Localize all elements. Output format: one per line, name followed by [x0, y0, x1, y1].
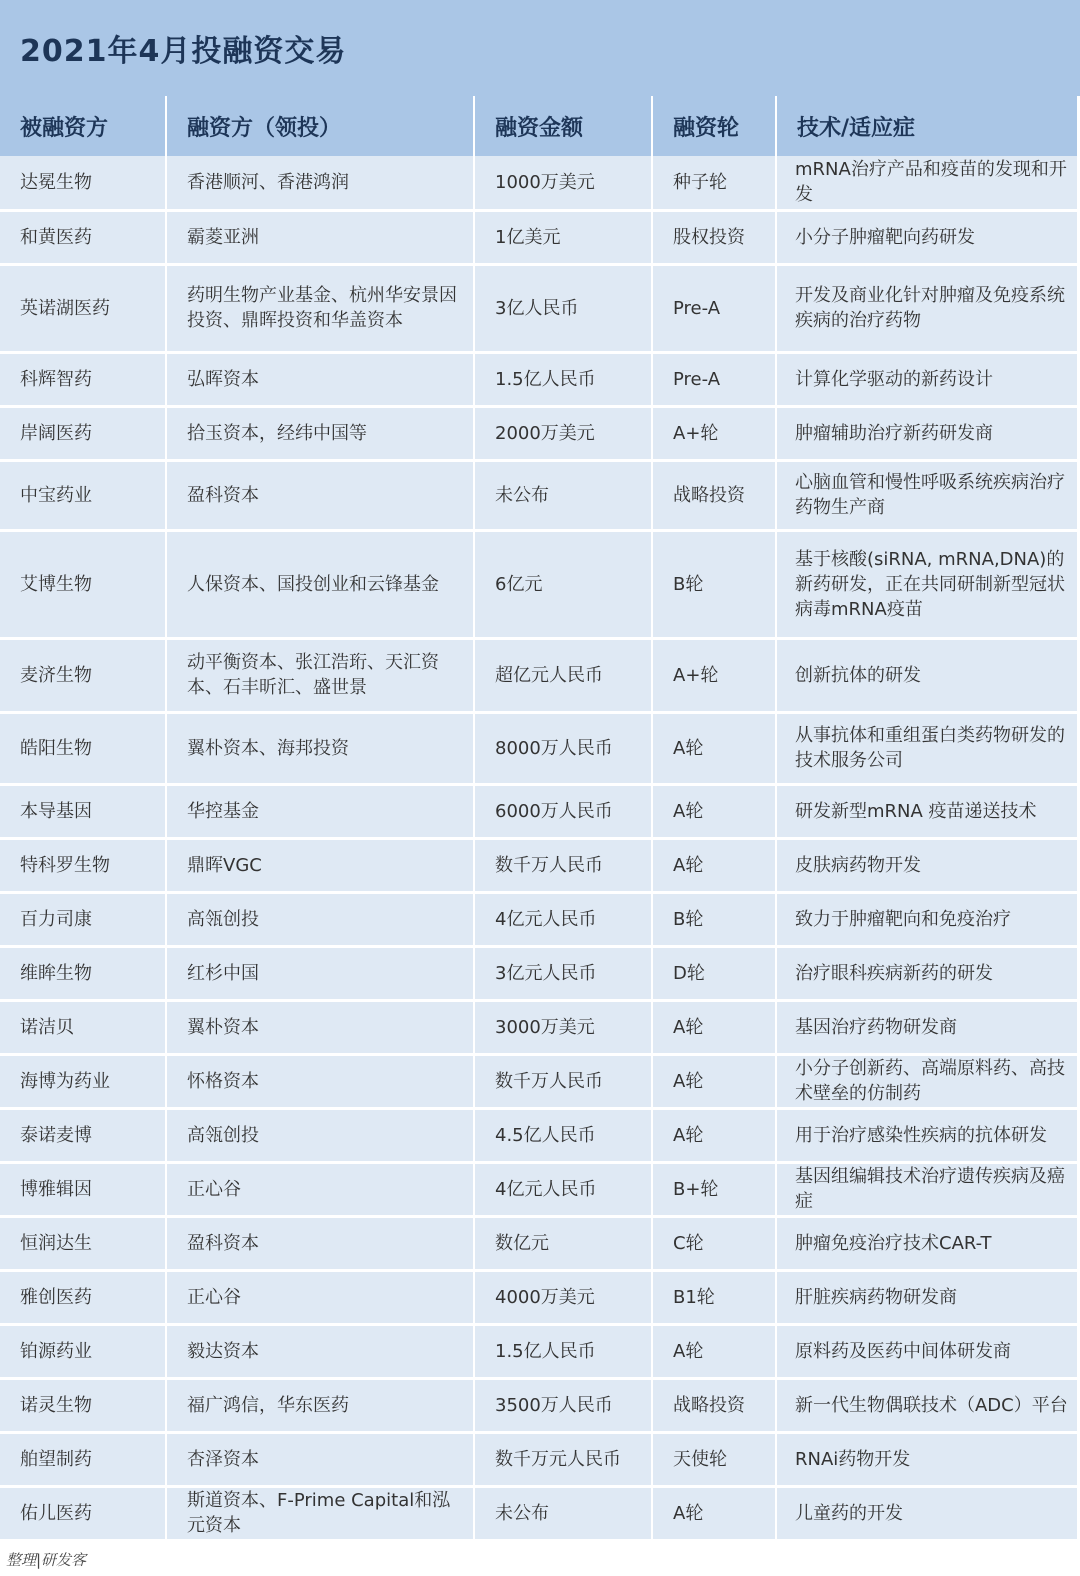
- cell-amount: 4000万美元: [474, 1270, 652, 1324]
- cell-technology: 开发及商业化针对肿瘤及免疫系统疾病的治疗药物: [776, 264, 1078, 352]
- cell-company: 和黄医药: [0, 210, 166, 264]
- table-row: [0, 1216, 1078, 1270]
- cell-company: 中宝药业: [0, 460, 166, 530]
- cell-amount: 4亿元人民币: [474, 892, 652, 946]
- cell-company: 泰诺麦博: [0, 1108, 166, 1162]
- cell-amount: 超亿元人民币: [474, 638, 652, 712]
- table-row: [0, 1378, 1078, 1432]
- cell-company: 岸阔医药: [0, 406, 166, 460]
- table-row: [0, 712, 1078, 784]
- cell-amount: 1000万美元: [474, 156, 652, 210]
- cell-investors: 正心谷: [166, 1270, 474, 1324]
- cell-technology: 小分子创新药、高端原料药、高技术壁垒的仿制药: [776, 1054, 1078, 1108]
- cell-company: 诺洁贝: [0, 1000, 166, 1054]
- cell-investors: 正心谷: [166, 1162, 474, 1216]
- cell-investors: 香港顺河、香港鸿润: [166, 156, 474, 210]
- table-row: [0, 460, 1078, 530]
- footer: [0, 1542, 1080, 1576]
- cell-investors: 高瓴创投: [166, 1108, 474, 1162]
- cell-round: A轮: [652, 1324, 776, 1378]
- cell-company: 英诺湖医药: [0, 264, 166, 352]
- table-header-row: [0, 96, 1078, 156]
- cell-round: A轮: [652, 838, 776, 892]
- cell-investors: 霸菱亚洲: [166, 210, 474, 264]
- cell-amount: 2000万美元: [474, 406, 652, 460]
- cell-round: D轮: [652, 946, 776, 1000]
- table-row: [0, 264, 1078, 352]
- cell-investors: 拾玉资本，经纬中国等: [166, 406, 474, 460]
- cell-round: A轮: [652, 1054, 776, 1108]
- cell-round: A轮: [652, 1486, 776, 1540]
- cell-amount: 4.5亿人民币: [474, 1108, 652, 1162]
- table-body: [0, 156, 1078, 1540]
- cell-company: 诺灵生物: [0, 1378, 166, 1432]
- table-row: [0, 1486, 1078, 1540]
- table-row: [0, 1432, 1078, 1486]
- cell-amount: 1.5亿人民币: [474, 352, 652, 406]
- cell-technology: 肿瘤辅助治疗新药研发商: [776, 406, 1078, 460]
- table-row: [0, 352, 1078, 406]
- cell-technology: 从事抗体和重组蛋白类药物研发的技术服务公司: [776, 712, 1078, 784]
- cell-round: 战略投资: [652, 460, 776, 530]
- cell-investors: 怀格资本: [166, 1054, 474, 1108]
- table-row: [0, 156, 1078, 210]
- cell-technology: 研发新型mRNA 疫苗递送技术: [776, 784, 1078, 838]
- cell-company: 海博为药业: [0, 1054, 166, 1108]
- cell-amount: 数千万元人民币: [474, 1432, 652, 1486]
- page-title: 2021年4月投融资交易: [20, 34, 347, 69]
- cell-company: 雅创医药: [0, 1270, 166, 1324]
- cell-investors: 红杉中国: [166, 946, 474, 1000]
- cell-round: A轮: [652, 1000, 776, 1054]
- cell-round: A轮: [652, 1108, 776, 1162]
- cell-company: 特科罗生物: [0, 838, 166, 892]
- cell-round: B轮: [652, 530, 776, 638]
- cell-technology: 皮肤病药物开发: [776, 838, 1078, 892]
- cell-amount: 3亿元人民币: [474, 946, 652, 1000]
- cell-technology: 创新抗体的研发: [776, 638, 1078, 712]
- cell-amount: 数亿元: [474, 1216, 652, 1270]
- table-row: [0, 1162, 1078, 1216]
- deals-table: [0, 96, 1079, 1542]
- footer-credit: 整理|研发客: [6, 1550, 87, 1569]
- cell-amount: 数千万人民币: [474, 838, 652, 892]
- cell-company: 恒润达生: [0, 1216, 166, 1270]
- table-row: [0, 210, 1078, 264]
- cell-technology: 计算化学驱动的新药设计: [776, 352, 1078, 406]
- cell-company: 艾博生物: [0, 530, 166, 638]
- cell-round: A+轮: [652, 406, 776, 460]
- cell-round: 种子轮: [652, 156, 776, 210]
- cell-round: B轮: [652, 892, 776, 946]
- cell-company: 铂源药业: [0, 1324, 166, 1378]
- cell-round: Pre-A: [652, 264, 776, 352]
- cell-amount: 3000万美元: [474, 1000, 652, 1054]
- cell-investors: 杏泽资本: [166, 1432, 474, 1486]
- cell-round: B1轮: [652, 1270, 776, 1324]
- column-header-company: 被融资方: [0, 96, 166, 156]
- cell-technology: 肝脏疾病药物研发商: [776, 1270, 1078, 1324]
- cell-amount: 未公布: [474, 1486, 652, 1540]
- cell-round: B+轮: [652, 1162, 776, 1216]
- cell-round: 股权投资: [652, 210, 776, 264]
- cell-amount: 数千万人民币: [474, 1054, 652, 1108]
- cell-investors: 药明生物产业基金、杭州华安景因投资、鼎晖投资和华盖资本: [166, 264, 474, 352]
- cell-company: 达冕生物: [0, 156, 166, 210]
- cell-technology: 基于核酸(siRNA, mRNA,DNA)的新药研发，正在共同研制新型冠状病毒mRNA疫苗: [776, 530, 1078, 638]
- cell-investors: 动平衡资本、张江浩珩、天汇资本、石丰昕汇、盛世景: [166, 638, 474, 712]
- cell-technology: mRNA治疗产品和疫苗的发现和开发: [776, 156, 1078, 210]
- cell-technology: 致力于肿瘤靶向和免疫治疗: [776, 892, 1078, 946]
- cell-investors: 华控基金: [166, 784, 474, 838]
- title-bar: [0, 0, 1080, 96]
- column-header-investors: 融资方（领投）: [166, 96, 474, 156]
- cell-technology: 儿童药的开发: [776, 1486, 1078, 1540]
- cell-company: 百力司康: [0, 892, 166, 946]
- cell-technology: RNAi药物开发: [776, 1432, 1078, 1486]
- cell-investors: 鼎晖VGC: [166, 838, 474, 892]
- cell-amount: 4亿元人民币: [474, 1162, 652, 1216]
- table-row: [0, 838, 1078, 892]
- cell-investors: 人保资本、国投创业和云锋基金: [166, 530, 474, 638]
- cell-investors: 翼朴资本: [166, 1000, 474, 1054]
- table-row: [0, 1054, 1078, 1108]
- cell-technology: 新一代生物偶联技术（ADC）平台: [776, 1378, 1078, 1432]
- table-row: [0, 784, 1078, 838]
- cell-round: Pre-A: [652, 352, 776, 406]
- cell-company: 舶望制药: [0, 1432, 166, 1486]
- cell-investors: 弘晖资本: [166, 352, 474, 406]
- cell-technology: 心脑血管和慢性呼吸系统疾病治疗药物生产商: [776, 460, 1078, 530]
- cell-round: A轮: [652, 712, 776, 784]
- table-row: [0, 638, 1078, 712]
- cell-technology: 小分子肿瘤靶向药研发: [776, 210, 1078, 264]
- table-row: [0, 892, 1078, 946]
- cell-company: 博雅辑因: [0, 1162, 166, 1216]
- column-header-technology: 技术/适应症: [776, 96, 1078, 156]
- cell-technology: 用于治疗感染性疾病的抗体研发: [776, 1108, 1078, 1162]
- cell-technology: 原料药及医药中间体研发商: [776, 1324, 1078, 1378]
- table-row: [0, 1324, 1078, 1378]
- cell-amount: 6000万人民币: [474, 784, 652, 838]
- cell-company: 麦济生物: [0, 638, 166, 712]
- cell-amount: 8000万人民币: [474, 712, 652, 784]
- cell-investors: 盈科资本: [166, 460, 474, 530]
- table-row: [0, 406, 1078, 460]
- cell-investors: 福广鸿信，华东医药: [166, 1378, 474, 1432]
- table-row: [0, 530, 1078, 638]
- cell-company: 维眸生物: [0, 946, 166, 1000]
- cell-investors: 毅达资本: [166, 1324, 474, 1378]
- cell-amount: 1亿美元: [474, 210, 652, 264]
- column-header-round: 融资轮: [652, 96, 776, 156]
- column-header-amount: 融资金额: [474, 96, 652, 156]
- cell-technology: 基因组编辑技术治疗遗传疾病及癌症: [776, 1162, 1078, 1216]
- cell-investors: 斯道资本、F-Prime Capital和泓元资本: [166, 1486, 474, 1540]
- cell-company: 皓阳生物: [0, 712, 166, 784]
- cell-company: 科辉智药: [0, 352, 166, 406]
- cell-amount: 1.5亿人民币: [474, 1324, 652, 1378]
- cell-round: 天使轮: [652, 1432, 776, 1486]
- cell-investors: 翼朴资本、海邦投资: [166, 712, 474, 784]
- cell-amount: 3500万人民币: [474, 1378, 652, 1432]
- cell-investors: 盈科资本: [166, 1216, 474, 1270]
- cell-amount: 6亿元: [474, 530, 652, 638]
- cell-round: 战略投资: [652, 1378, 776, 1432]
- cell-amount: 未公布: [474, 460, 652, 530]
- table-row: [0, 1000, 1078, 1054]
- cell-round: A轮: [652, 784, 776, 838]
- cell-round: A+轮: [652, 638, 776, 712]
- cell-company: 本导基因: [0, 784, 166, 838]
- table-row: [0, 1270, 1078, 1324]
- table-row: [0, 946, 1078, 1000]
- cell-technology: 基因治疗药物研发商: [776, 1000, 1078, 1054]
- cell-technology: 肿瘤免疫治疗技术CAR-T: [776, 1216, 1078, 1270]
- cell-amount: 3亿人民币: [474, 264, 652, 352]
- cell-company: 佑儿医药: [0, 1486, 166, 1540]
- cell-round: C轮: [652, 1216, 776, 1270]
- table-row: [0, 1108, 1078, 1162]
- cell-technology: 治疗眼科疾病新药的研发: [776, 946, 1078, 1000]
- cell-investors: 高瓴创投: [166, 892, 474, 946]
